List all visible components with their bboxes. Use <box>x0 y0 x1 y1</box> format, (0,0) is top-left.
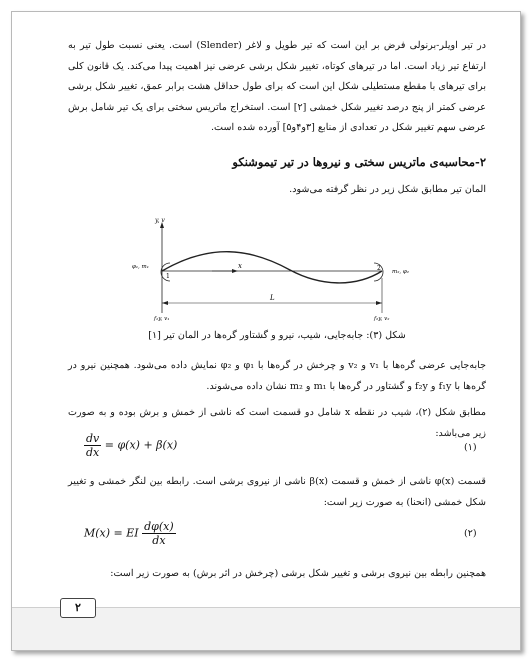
paragraph-bending: قسمت φ(x) ناشی از خمش و قسمت β(x) ناشی از نیروی برشی است. رابطه بین لنگر خمشی و تغییر شکل خمشی (انحنا) به صورت زیر است: <box>68 476 486 508</box>
page-number: ۲ <box>60 598 96 618</box>
node2-force-label: f₂y, v₂ <box>374 316 390 322</box>
equation-2-number: (۲) <box>464 528 477 539</box>
paragraph-intro: المان تیر مطابق شکل زیر در نظر گرفته می‌شود. <box>289 184 486 195</box>
equation-1 <box>84 432 177 459</box>
paragraph-slope: مطابق شکل (۲)، شیب در نقطه x شامل دو قسمت است که ناشی از خمش و برش بوده و به صورت زیر می‌باشد: <box>68 407 486 439</box>
length-label: L <box>270 294 275 302</box>
eq1-numerator: dv <box>86 432 100 445</box>
paragraph-euler-bernoulli: در تیر اویلر-برنولی فرض بر این است که تیر طویل و لاغر (Slender) است. یعنی نسبت طول تیر به ارتفاع تیر زیاد است. اما در تیرهای کوتاه، تغییر شکل برشی عرضی نیز اهمیت پیدا می‌کند. یک قانون کلی برای تیرهای با مقطع مستطیلی شکل این است که برای طول حداقل هشت برابر عمق، تغییر شکل برشی عرضی کمتر از پنج درصد تغییر شکل خمشی [۲] است. استخراج ماتریس سختی برای یک تیر شامل برش عرضی سهم تغییر شکل در تعدادی از منابع [۳و۴و۵] آورده شده است. <box>68 40 486 133</box>
deflected-beam-curve <box>162 252 382 283</box>
node2-label: 2 <box>377 265 381 272</box>
node1-label: 1 <box>166 273 170 280</box>
eq1-denominator: dx <box>86 446 100 459</box>
paragraph-node-variables: جابه‌جایی عرضی گره‌ها با v₁ و v₂ و چرخش در گره‌ها با φ₁ و φ₂ نمایش داده می‌شود. همچنین نیرو در گره‌ها با f₁y و f₂y و گشتاور در گره‌ها با m₁ و m₂ نشان داده می‌شوند. <box>68 360 486 392</box>
document-page <box>11 11 521 651</box>
equation-1-number: (۱) <box>464 442 477 453</box>
eq2-numerator: dφ(x) <box>144 520 174 533</box>
eq2-lhs: M(x) = EI <box>84 526 139 540</box>
figure-caption: شکل (۳): جابه‌جایی، شیب، نیرو و گشتاور گره‌ها در المان تیر [۱] <box>148 330 406 341</box>
paragraph-shear: همچنین رابطه بین نیروی برشی و تغییر شکل برشی (چرخش در اثر برش) به صورت زیر است: <box>110 568 486 579</box>
node2-moment-label: m₂, φ₂ <box>392 269 409 275</box>
eq1-rhs: = φ(x) + β(x) <box>104 438 178 452</box>
page-footer <box>12 601 520 650</box>
section-heading: ۲-محاسبه‌ی ماتریس سختی و نیروها در تیر تیموشنکو <box>232 155 486 169</box>
beam-element-figure <box>120 208 420 323</box>
y-axis-label: y, v <box>155 217 165 224</box>
eq2-denominator: dx <box>152 534 166 547</box>
node1-moment-label: φ₁, m₁ <box>132 264 149 270</box>
x-axis-label: x <box>238 262 242 270</box>
node1-force-label: f₁y, v₁ <box>154 316 170 322</box>
equation-2 <box>84 520 176 547</box>
